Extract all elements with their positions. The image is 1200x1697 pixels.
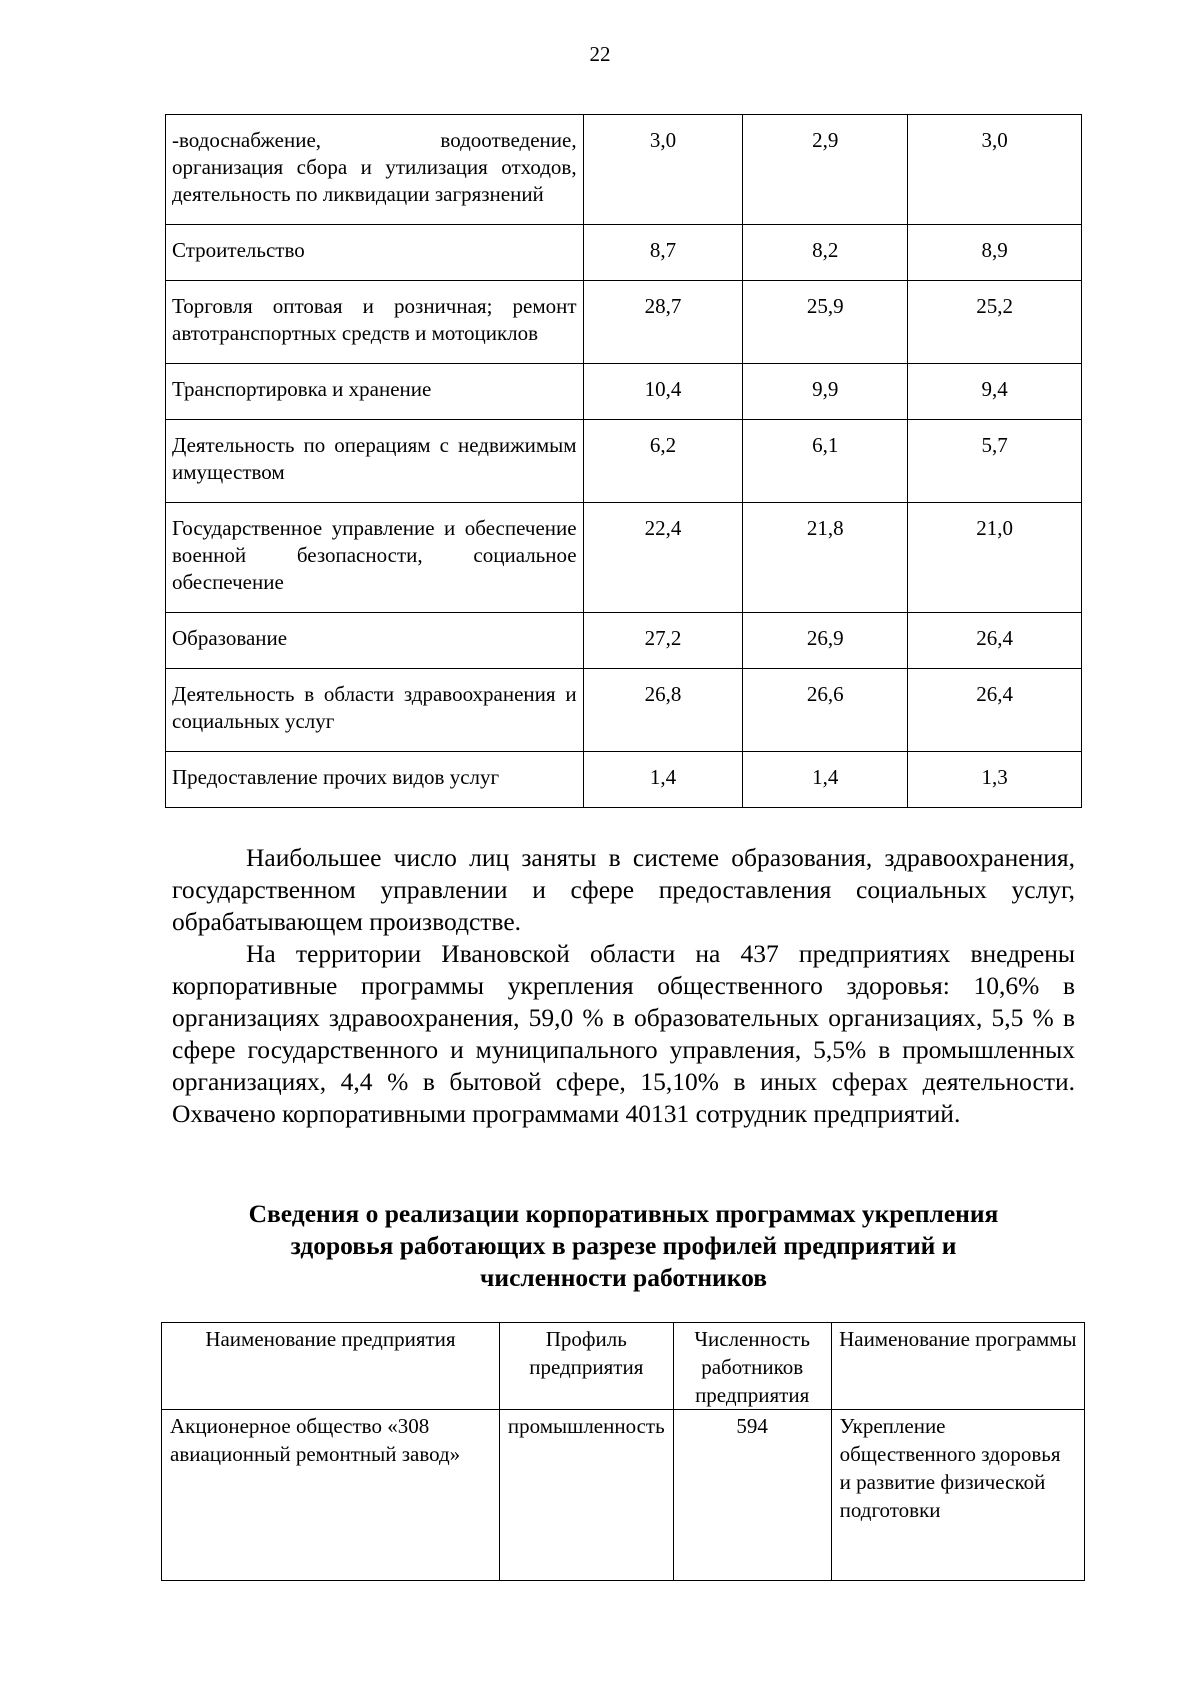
table-row bbox=[166, 281, 1082, 364]
row-value: 1,4 bbox=[743, 752, 908, 808]
row-value: 21,0 bbox=[908, 503, 1082, 613]
table-row bbox=[166, 420, 1082, 503]
row-value: 8,2 bbox=[743, 225, 908, 281]
row-value: 2,9 bbox=[743, 115, 908, 225]
row-value: 21,8 bbox=[743, 503, 908, 613]
table-row bbox=[166, 364, 1082, 420]
row-value: 3,0 bbox=[583, 115, 743, 225]
row-value: 8,9 bbox=[908, 225, 1082, 281]
heading-line: здоровья работающих в разрезе профилей предприятий и bbox=[290, 1231, 957, 1260]
row-value: 26,8 bbox=[583, 669, 743, 752]
enterprise-name: Акционерное общество «308 авиационный ремонтный завод» bbox=[162, 1410, 500, 1581]
paragraph: Наибольшее число лиц заняты в системе образования, здравоохранения, государственном управлении и сфере предоставления социальных услуг, обрабатывающем производстве. bbox=[172, 843, 1075, 936]
row-value: 9,9 bbox=[743, 364, 908, 420]
row-value: 5,7 bbox=[908, 420, 1082, 503]
row-label: Торговля оптовая и розничная; ремонт автотранспортных средств и мотоциклов bbox=[166, 281, 584, 364]
table-row bbox=[166, 752, 1082, 808]
page-number: 22 bbox=[589, 42, 611, 66]
row-value: 1,3 bbox=[908, 752, 1082, 808]
row-value: 9,4 bbox=[908, 364, 1082, 420]
row-label: Предоставление прочих видов услуг bbox=[166, 752, 584, 808]
table-header-row bbox=[162, 1323, 1085, 1410]
corporate-programs-table bbox=[161, 1322, 1085, 1581]
row-label: Деятельность в области здравоохранения и социальных услуг bbox=[166, 669, 584, 752]
employment-table bbox=[165, 114, 1082, 808]
column-header-program: Наименование программы bbox=[831, 1323, 1084, 1410]
row-label: Государственное управление и обеспечение военной безопасности, социальное обеспечение bbox=[166, 503, 584, 613]
row-label: -водоснабжение, водоотведение, организация сбора и утилизация отходов, деятельность по ликвидации загрязнений bbox=[166, 115, 584, 225]
employee-count: 594 bbox=[673, 1410, 831, 1581]
table-row bbox=[166, 225, 1082, 281]
column-header-count: Численность работников предприятия bbox=[673, 1323, 831, 1410]
body-text bbox=[172, 842, 1075, 1130]
row-value: 26,4 bbox=[908, 613, 1082, 669]
table-row bbox=[166, 503, 1082, 613]
heading-line: Сведения о реализации корпоративных программах укрепления bbox=[248, 1199, 999, 1228]
row-value: 3,0 bbox=[908, 115, 1082, 225]
table-row bbox=[166, 115, 1082, 225]
section-heading bbox=[172, 1198, 1075, 1294]
program-name: Укрепление общественного здоровья и развитие физической подготовки bbox=[831, 1410, 1084, 1581]
row-value: 26,4 bbox=[908, 669, 1082, 752]
row-value: 8,7 bbox=[583, 225, 743, 281]
row-value: 22,4 bbox=[583, 503, 743, 613]
row-value: 6,2 bbox=[583, 420, 743, 503]
row-value: 27,2 bbox=[583, 613, 743, 669]
enterprise-profile: промышленность bbox=[499, 1410, 673, 1581]
table-row bbox=[166, 613, 1082, 669]
row-value: 26,6 bbox=[743, 669, 908, 752]
row-value: 6,1 bbox=[743, 420, 908, 503]
row-value: 28,7 bbox=[583, 281, 743, 364]
row-label: Транспортировка и хранение bbox=[166, 364, 584, 420]
table-row bbox=[162, 1410, 1085, 1581]
table-row bbox=[166, 669, 1082, 752]
row-value: 25,9 bbox=[743, 281, 908, 364]
column-header-profile: Профиль предприятия bbox=[499, 1323, 673, 1410]
row-value: 10,4 bbox=[583, 364, 743, 420]
column-header-name: Наименование предприятия bbox=[162, 1323, 500, 1410]
heading-line: численности работников bbox=[480, 1263, 767, 1292]
row-value: 1,4 bbox=[583, 752, 743, 808]
row-value: 25,2 bbox=[908, 281, 1082, 364]
row-label: Строительство bbox=[166, 225, 584, 281]
row-label: Образование bbox=[166, 613, 584, 669]
row-label: Деятельность по операциям с недвижимым имуществом bbox=[166, 420, 584, 503]
paragraph: На территории Ивановской области на 437 предприятиях внедрены корпоративные программы укрепления общественного здоровья: 10,6% в организациях здравоохранения, 59,0 % в образовательных организациях, 5,5 % в сфере государственного и муниципального управления, 5,5% в промышленных организациях, 4,4 % в бытовой сфере, 15,10% в иных сферах деятельности. Охвачено корпоративными программами 40131 сотрудник предприятий. bbox=[172, 939, 1075, 1128]
row-value: 26,9 bbox=[743, 613, 908, 669]
